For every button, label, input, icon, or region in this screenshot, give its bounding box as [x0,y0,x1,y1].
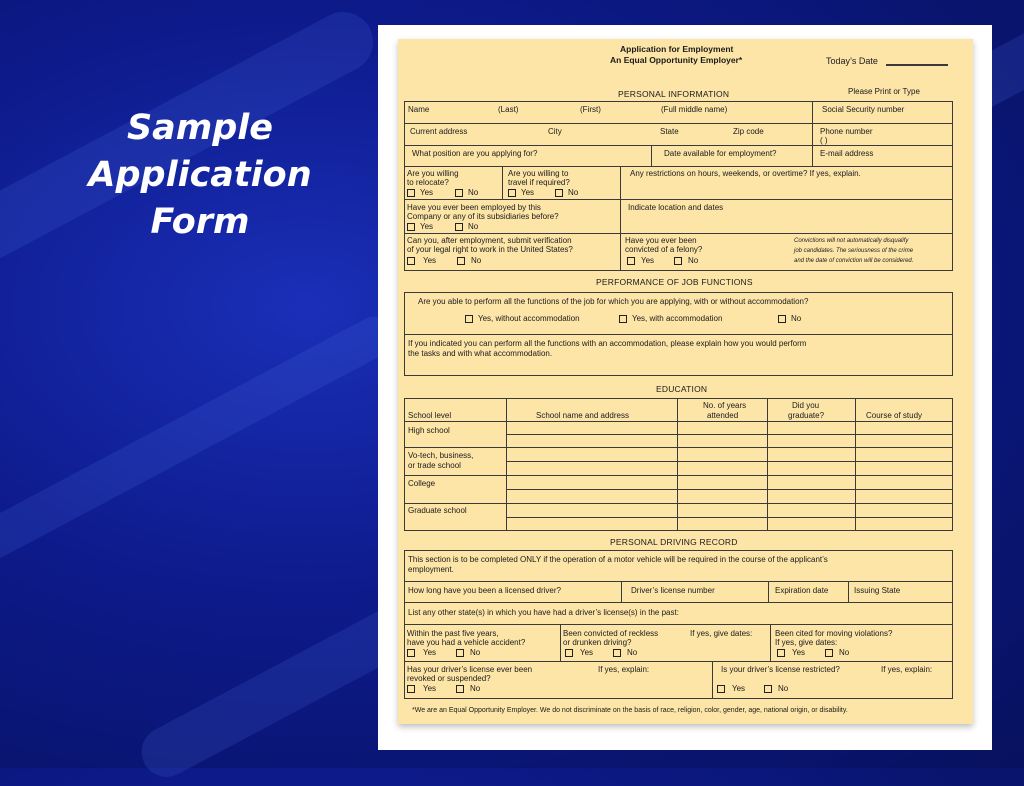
felony-no-checkbox[interactable] [674,257,682,265]
yes-label: Yes [792,648,806,657]
issuing-state-label: Issuing State [854,586,901,595]
divider [404,421,953,422]
divider [502,166,503,199]
divider [404,503,953,504]
revoked-no-checkbox[interactable] [456,685,464,693]
divider [404,233,953,234]
section-driving-record: PERSONAL DRIVING RECORD [610,537,738,547]
yes-label: Yes [641,256,655,265]
row-college: College [408,479,436,488]
conviction-note-line1: Convictions will not automatically disqualify [794,238,909,244]
no-label: No [627,648,638,657]
reckless-no-checkbox[interactable] [613,649,621,657]
expiration-date-label: Expiration date [775,586,829,595]
travel-label-line1: Are you willing to [508,169,569,178]
divider [848,581,849,602]
cited-no-checkbox[interactable] [825,649,833,657]
todays-date-label: Today’s Date [826,56,878,66]
yes-label: Yes [732,684,746,693]
divider [506,517,953,518]
divider [506,434,953,435]
divider [767,398,768,531]
yes-label: Yes [580,648,594,657]
divider [812,101,813,166]
equal-opportunity-footer: *We are an Equal Opportunity Employer. We do not discriminate on the basis of race, religion, color, gender, age, national origin, or disability. [412,707,848,714]
zip-label: Zip code [733,127,764,136]
relocate-label-line1: Are you willing [407,169,459,178]
slide-title-line: Form [150,202,250,242]
revoked-label-line2: revoked or suspended? [407,674,491,683]
slide-title [70,105,330,246]
first-name-label: (First) [580,105,601,114]
accident-no-checkbox[interactable] [456,649,464,657]
no-label: No [471,256,482,265]
divider [404,334,953,335]
employed-no-checkbox[interactable] [455,223,463,231]
no-label: No [470,684,481,693]
accommodation-no-checkbox[interactable] [778,315,786,323]
divider [712,661,713,699]
phone-area-code: ( ) [820,136,828,145]
print-note: Please Print or Type [848,87,920,96]
section-job-functions: PERFORMANCE OF JOB FUNCTIONS [596,277,753,287]
divider [560,624,561,661]
travel-yes-checkbox[interactable] [508,189,516,197]
accommodation-explain-line2: the tasks and with what accommodation. [408,349,553,358]
section-personal-information: PERSONAL INFORMATION [618,89,730,99]
ssn-label: Social Security number [822,105,905,114]
cited-label-line1: Been cited for moving violations? [775,629,893,638]
divider [855,398,856,531]
state-label: State [660,127,679,136]
slide-title-line: Sample [126,108,274,148]
location-dates-label: Indicate location and dates [628,203,724,212]
divider [404,199,953,200]
no-label: No [568,188,579,197]
position-label: What position are you applying for? [412,149,538,158]
divider [404,581,953,582]
conviction-note-line2: job candidates. The seriousness of the crime [794,248,914,254]
row-vo-tech-line2: or trade school [408,461,461,470]
employed-label-line1: Have you ever been employed by this [407,203,541,212]
last-name-label: (Last) [498,105,519,114]
email-label: E-mail address [820,149,874,158]
col-years-line2: attended [707,411,739,420]
reckless-label-line2: or drunken driving? [563,638,632,647]
accident-label-line1: Within the past five years, [407,629,499,638]
col-graduate-line2: graduate? [788,411,825,420]
col-course: Course of study [866,411,923,420]
col-school-name: School name and address [536,411,629,420]
phone-label: Phone number [820,127,873,136]
accommodation-with-label: Yes, with accommodation [632,314,723,323]
divider [651,145,652,166]
reckless-dates-label: If yes, give dates: [690,629,753,638]
middle-name-label: (Full middle name) [661,105,728,114]
col-graduate-line1: Did you [792,401,820,410]
divider [404,661,953,662]
col-school-level: School level [408,411,452,420]
driving-intro-line2: employment. [408,565,454,574]
yes-label: Yes [423,256,437,265]
divider [620,166,621,271]
restricted-label: Is your driver’s license restricted? [721,665,840,674]
divider [506,398,507,531]
row-high-school: High school [408,426,450,435]
employed-yes-checkbox[interactable] [407,223,415,231]
verify-label-line1: Can you, after employment, submit verification [407,236,572,245]
divider [404,123,953,124]
travel-no-checkbox[interactable] [555,189,563,197]
no-label: No [468,222,479,231]
form-subtitle: An Equal Opportunity Employer* [610,55,743,65]
job-functions-question: Are you able to perform all the functions of the job for which you are applying, with or without accommodation? [418,297,809,306]
other-states-label: List any other state(s) in which you have had a driver’s license(s) in the past: [408,608,679,617]
divider [770,624,771,661]
divider [404,602,953,603]
divider [404,624,953,625]
form-image-frame [378,25,992,750]
reckless-yes-checkbox[interactable] [565,649,573,657]
divider [404,475,953,476]
license-number-label: Driver’s license number [631,586,715,595]
felony-yes-checkbox[interactable] [627,257,635,265]
no-label: No [468,188,479,197]
relocate-yes-checkbox[interactable] [407,189,415,197]
section-education: EDUCATION [656,384,708,394]
row-vo-tech-line1: Vo-tech, business, [408,451,474,460]
yes-label: Yes [420,222,434,231]
name-label: Name [408,105,430,114]
revoked-yes-checkbox[interactable] [407,685,415,693]
no-label: No [839,648,850,657]
yes-label: Yes [423,684,437,693]
relocate-label-line2: to relocate? [407,178,449,187]
divider [404,145,953,146]
cited-label-line2: If yes, give dates: [775,638,838,647]
restricted-explain-label: If yes, explain: [881,665,933,674]
slide-title-line: Application [88,155,312,195]
divider [677,398,678,531]
relocate-no-checkbox[interactable] [455,189,463,197]
city-label: City [548,127,562,136]
form-title: Application for Employment [620,44,734,54]
accommodation-no-label: No [791,314,802,323]
divider [506,461,953,462]
yes-label: Yes [423,648,437,657]
divider [621,581,622,602]
verify-label-line2: of your legal right to work in the United States? [407,245,573,254]
driving-intro-line1: This section is to be completed ONLY if the operation of a motor vehicle will be required in the course of the applicant’s [408,555,828,564]
address-label: Current address [410,127,468,136]
accident-label-line2: have you had a vehicle accident? [407,638,526,647]
cited-yes-checkbox[interactable] [777,649,785,657]
reckless-label-line1: Been convicted of reckless [563,629,659,638]
felony-label-line1: Have you ever been [625,236,697,245]
col-years-line1: No. of years [703,401,747,410]
row-graduate-school: Graduate school [408,506,467,515]
divider [404,447,953,448]
no-label: No [470,648,481,657]
date-available-label: Date available for employment? [664,149,777,158]
accommodation-without-checkbox[interactable] [465,315,473,323]
accident-yes-checkbox[interactable] [407,649,415,657]
revoked-explain-label: If yes, explain: [598,665,650,674]
background-streak [0,310,401,571]
conviction-note-line3: and the date of conviction will be considered. [794,258,914,264]
accommodation-explain-line1: If you indicated you can perform all the functions with an accommodation, please explain how you would perform [408,339,807,348]
verify-yes-checkbox[interactable] [407,257,415,265]
yes-label: Yes [521,188,535,197]
restricted-yes-checkbox[interactable] [717,685,725,693]
divider [506,489,953,490]
employed-label-line2: Company or any of its subsidiaries before? [407,212,559,221]
restricted-no-checkbox[interactable] [764,685,772,693]
travel-label-line2: travel if required? [508,178,570,187]
divider [768,581,769,602]
accommodation-without-label: Yes, without accommodation [478,314,580,323]
licensed-duration-label: How long have you been a licensed driver? [408,586,561,595]
verify-no-checkbox[interactable] [457,257,465,265]
no-label: No [778,684,789,693]
accommodation-with-checkbox[interactable] [619,315,627,323]
application-form [398,39,973,724]
yes-label: Yes [420,188,434,197]
date-underline[interactable] [886,64,948,66]
felony-label-line2: convicted of a felony? [625,245,703,254]
divider [404,166,953,167]
revoked-label-line1: Has your driver’s license ever been [407,665,533,674]
no-label: No [688,256,699,265]
restrictions-label: Any restrictions on hours, weekends, or overtime? If yes, explain. [630,169,861,178]
